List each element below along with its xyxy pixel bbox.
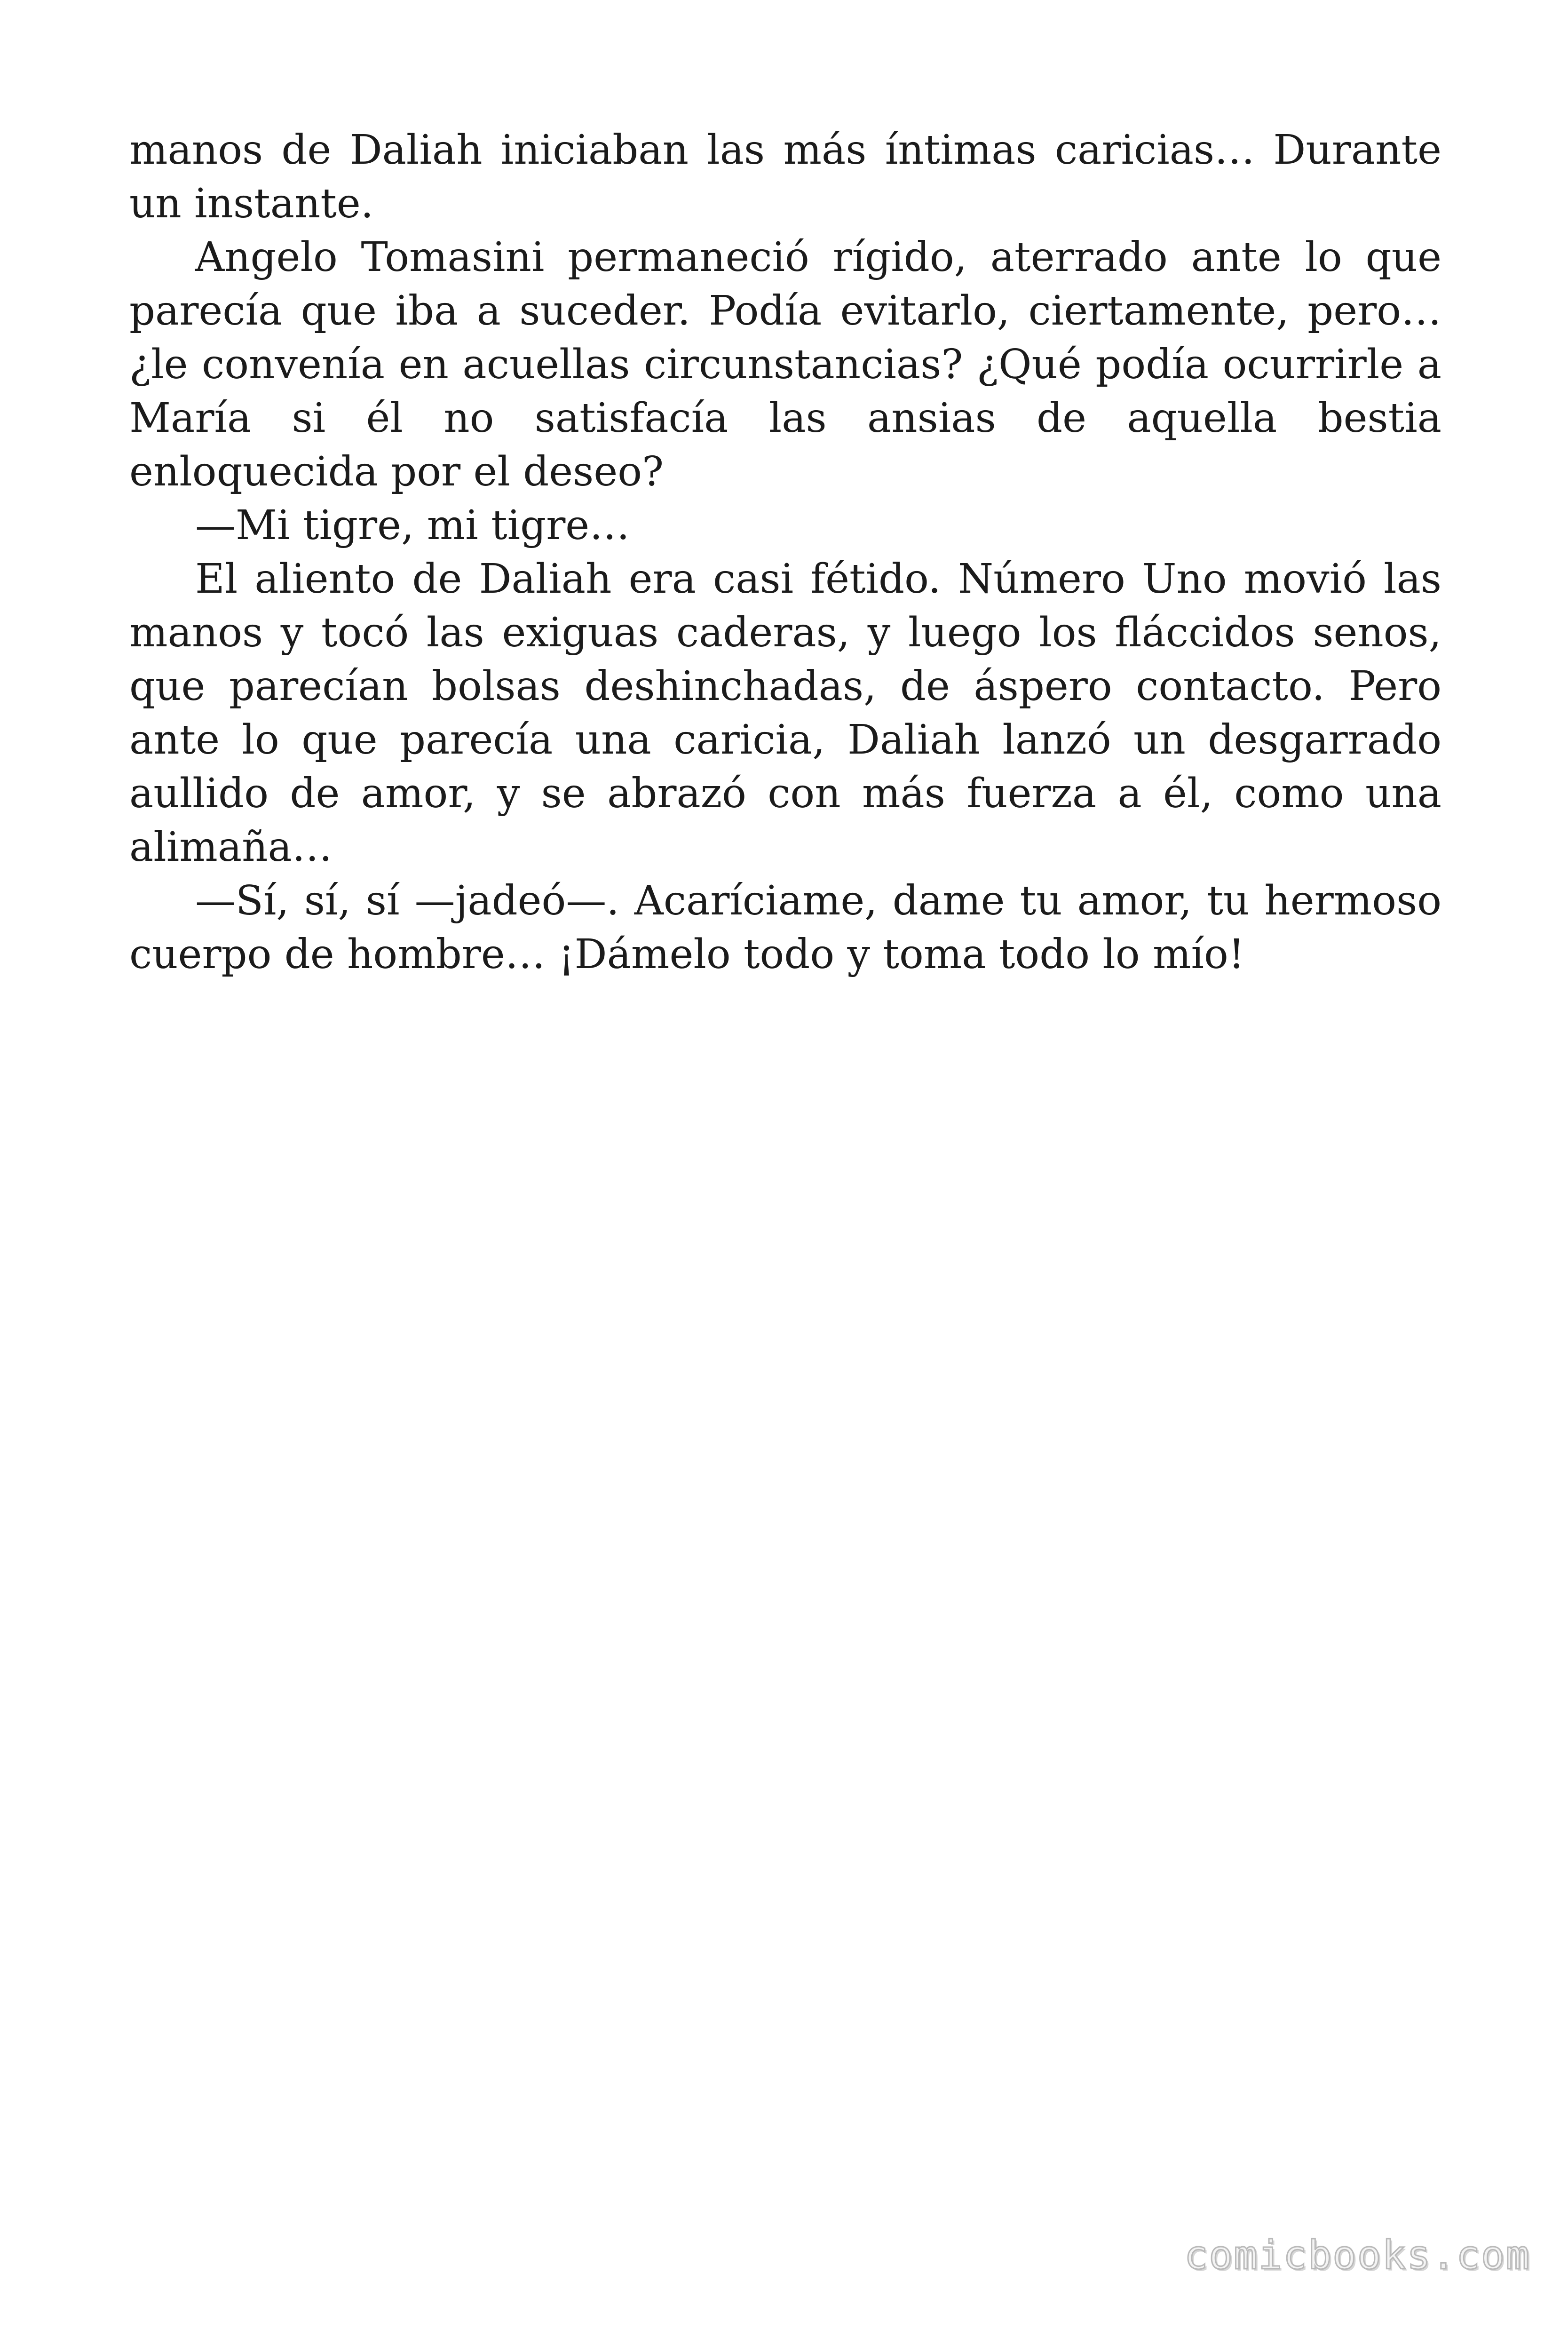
paragraph: manos de Daliah iniciaban las más íntimas caricias… Durante un instante. <box>129 127 1441 227</box>
paragraph: El aliento de Daliah era casi fétido. Número Uno movió las manos y tocó las exiguas caderas, y luego los fláccidos senos, que parecían bolsas deshinchadas, de áspero contacto. Pero ante lo que parecía una caricia, Daliah lanzó un desgarrado aullido de amor, y se abrazó con más fuerza a él, como una alimaña… <box>129 556 1441 871</box>
paragraph: Angelo Tomasini permaneció rígido, aterrado ante lo que parecía que iba a suceder. Podía evitarlo, ciertamente, pero… ¿le convenía en acuellas circunstancias? ¿Qué podía ocurrirle a María si él no satisfacía las ansias de aquella bestia enloquecida por el deseo? <box>129 234 1441 495</box>
body-text <box>129 123 1441 981</box>
paragraph: —Sí, sí, sí —jadeó—. Acaríciame, dame tu amor, tu hermoso cuerpo de hombre… ¡Dámelo todo y toma todo lo mío! <box>129 877 1441 978</box>
paragraph: —Mi tigre, mi tigre… <box>195 502 630 549</box>
watermark: comicbooks.com <box>1184 2232 1530 2278</box>
